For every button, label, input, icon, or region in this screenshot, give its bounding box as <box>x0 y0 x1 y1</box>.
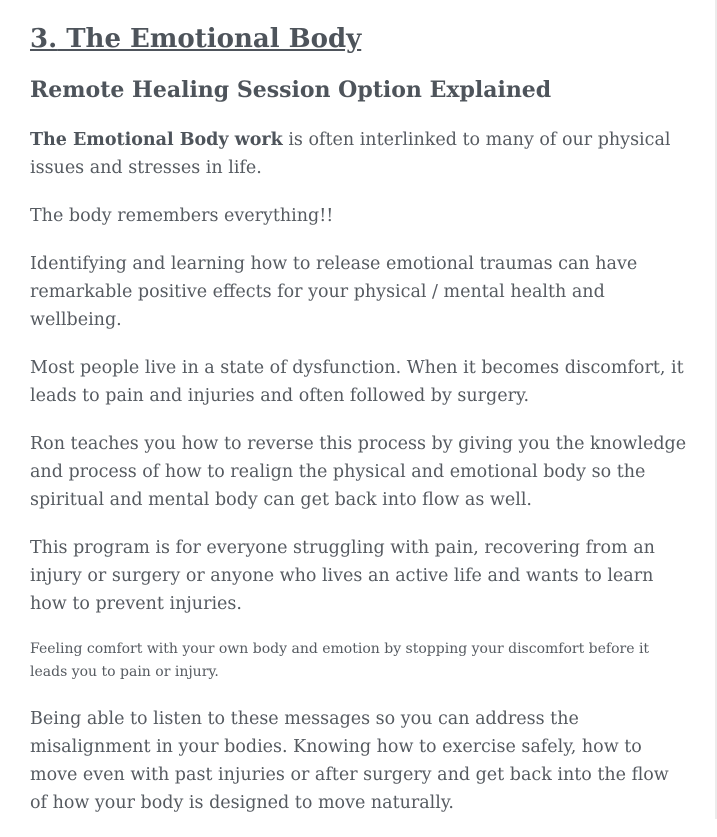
paragraph-listen-messages: Being able to listen to these messages so you can address the misalignment in your bodies. Knowing how to exercise safely, how to move even with past injuries or after surgery and get back into the flow of how your body is designed to move naturally. <box>30 709 669 813</box>
paragraph-body-remembers: The body remembers everything!! <box>30 206 334 226</box>
section-subheading: Remote Healing Session Option Explained <box>30 77 552 103</box>
intro-text: is often interlinked to many of our physical issues and stresses in life. <box>30 130 671 178</box>
article-content <box>30 20 690 837</box>
paragraph-ron-teaches: Ron teaches you how to reverse this process by giving you the knowledge and process of how to realign the physical and emotional body so the spiritual and mental body can get back into flow as well. <box>30 434 687 510</box>
paragraph-dysfunction: Most people live in a state of dysfunction. When it becomes discomfort, it leads to pain and injuries and often followed by surgery. <box>30 358 684 406</box>
section-number: 3. <box>30 24 58 54</box>
section-title: The Emotional Body <box>57 24 362 54</box>
paragraph-emotional-traumas: Identifying and learning how to release emotional traumas can have remarkable positive effects for your physical / mental health and wellbeing. <box>30 254 638 330</box>
paragraph-program-for-everyone: This program is for everyone struggling with pain, recovering from an injury or surgery or anyone who lives an active life and wants to learn how to prevent injuries. <box>30 538 655 614</box>
intro-bold-text: The Emotional Body work <box>30 130 283 150</box>
section-heading <box>30 20 690 58</box>
paragraph-intro <box>30 126 690 182</box>
paragraph-feeling-comfort: Feeling comfort with your own body and emotion by stopping your discomfort before it leads you to pain or injury. <box>30 641 650 680</box>
